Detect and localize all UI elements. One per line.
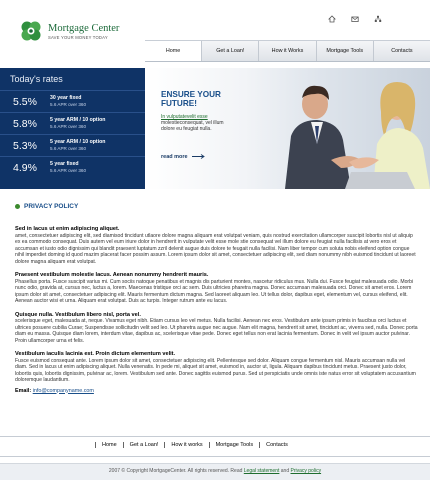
section-heading: Quisque nulla. Vestibulum libero nisl, porta vel.: [15, 311, 141, 318]
nav-mortgage-tools[interactable]: Mortgage Tools: [317, 41, 374, 61]
section-heading: Praesent vestibulum molestie lacus. Aenean nonummy hendrerit mauris.: [15, 272, 209, 278]
logo-subtitle: SAVE YOUR MONEY TODAY: [48, 34, 108, 40]
rate-row[interactable]: [0, 156, 145, 178]
hero-link[interactable]: In vulputatevelit esse: [161, 114, 208, 120]
rates-title: Today's rates: [10, 74, 63, 84]
section-text: Phasellus porta. Fusce suscipit varius mi. Cum sociis natoque penatibus et magnis dis parturient montes, nascetur ridiculus mus. Nulla dui. Fusce feugiat malesuada odio. Morbi nunc odio, gravida at, cursus nec, luctus a, lorem. Maecenas tristique orci ac sem. Duis ultricies pharetra magna. Donec accumsan malesuada orci. Donec sit amet eros. Lorem ipsum dolor sit amet, consectetuer adipiscing elit. Mauris fermentum dictum magna. Sed laoreet aliquam leo. Ut tellus dolor, dapibus eget, elementum vel, cursus eleifend, elit. Aenean auctor wisi et urna. Aliquam erat volutpat. Duis ac turpis. Integer rutrum ante eu lacus.: [15, 278, 414, 304]
footer-link-home[interactable]: Home: [95, 442, 123, 448]
sitemap-icon[interactable]: [374, 15, 382, 23]
copyright-bar: [0, 463, 430, 480]
hero-copy: [161, 90, 261, 132]
copyright-and: and: [280, 468, 290, 474]
footer-link-mortgage-tools[interactable]: Mortgage Tools: [209, 442, 260, 448]
rate-percent: 5.3%: [13, 140, 37, 152]
utility-icons: [328, 15, 382, 23]
rate-row[interactable]: [0, 90, 145, 112]
hero-text-line1: molestieconsequat, vel illum: [161, 120, 224, 126]
copyright-text: 2007 © Copyright MortgageCenter. All rights reserved. Read: [108, 468, 243, 474]
rate-percent: 4.9%: [13, 162, 37, 174]
footer-link-get-a-loan[interactable]: Get a Loan!: [123, 442, 165, 448]
main-nav: [145, 40, 430, 62]
nav-get-a-loan[interactable]: Get a Loan!: [202, 41, 259, 61]
rate-row[interactable]: [0, 112, 145, 134]
page-title: PRIVACY POLICY: [24, 203, 79, 210]
mail-icon[interactable]: [351, 15, 359, 23]
logo-title: Mortgage Center: [48, 22, 120, 34]
email-link[interactable]: info@companyname.com: [32, 387, 94, 394]
footer-link-contacts[interactable]: Contacts: [259, 442, 294, 448]
email-label: Email:: [15, 387, 32, 394]
read-more-link[interactable]: [161, 154, 205, 160]
rate-name: 5 year ARM / 10 option: [50, 139, 106, 145]
arrow-right-icon: [192, 154, 205, 159]
rate-name: 5 year ARM / 10 option: [50, 117, 106, 123]
section-text: scelerisque eget, malesuada at, neque. Vivamus eget nibh. Etiam cursus leo vel metus. Nulla facilisi. Aenean nec eros. Vestibulum ante ipsum primis in faucibus orci luctus et ultrices posuere cubilia Curae; Suspendisse sollicitudin velit sed leo. Ut pharetra augue nec augue. Nam elit magna, hendrerit sit amet, tincidunt ac, viverra sed, nulla. Donec porta diam eu massa. Quisque diam lorem, interdum vitae, dapibus ac, scelerisque vitae pede. Donec eget tellus non erat lacinia fermentum. Donec in velit vel ipsum auctor pulvinar. Proin ullamcorper urna et felis.: [15, 318, 418, 344]
section-heading: Sed in lacus ut enim adipiscing aliquet.: [15, 226, 120, 232]
legal-statement-link[interactable]: Legal statement: [243, 468, 280, 474]
rate-apr: 5.6 APR over 360: [50, 102, 87, 107]
header: [0, 0, 430, 68]
nav-home[interactable]: Home: [145, 41, 202, 61]
hero-heading-line2: FUTURE!: [161, 99, 197, 108]
privacy-content: [15, 222, 418, 394]
section-text: Fusce euismod consequat ante. Lorem ipsum dolor sit amet, consectetuer adipiscing elit. Pellentesque sed dolor. Aliquam congue fermentum nisl. Mauris accumsan nulla vel diam. Sed in lacus ut enim adipiscing aliquet. Nulla venenatis. In pede mi, aliquet sit amet, euismod in, auctor ut, ligula. Aliquam dapibus tincidunt metus. Praesent justo dolor, lobortis quis, lobortis dignissim, pulvinar ac, lorem. Vestibulum sed ante. Donec sagittis euismod purus. Sed ut perspiciatis unde omnis iste natus error sit voluptatem accusantium doloremque laudantium.: [15, 357, 416, 383]
nav-how-it-works[interactable]: How it Works: [259, 41, 316, 61]
rate-apr: 5.6 APR over 360: [50, 124, 87, 129]
rate-apr: 5.6 APR over 360: [50, 146, 87, 151]
privacy-policy-link[interactable]: Privacy policy: [290, 468, 322, 474]
rate-name: 30 year fixed: [50, 95, 82, 101]
home-icon[interactable]: [328, 15, 336, 23]
hero-heading-line1: ENSURE YOUR: [161, 90, 221, 99]
read-more-label: read more: [161, 154, 188, 160]
logo[interactable]: [18, 18, 119, 44]
rates-panel: [0, 68, 145, 189]
email-row: [15, 388, 418, 394]
hero-text-line2: dolore eu feugiat nulla.: [161, 126, 212, 132]
nav-contacts[interactable]: Contacts: [391, 48, 413, 54]
rate-name: 5 year fixed: [50, 161, 79, 167]
page-title-row: [15, 203, 78, 210]
rate-apr: 5.6 APR over 360: [50, 168, 87, 173]
section-text: amet, consectetuer adipiscing elit, sed diamisod tincidunt utlaore dolore magna aliquam erat volutpat veniam, quis nostrud exercitation ullamcorper suscipit lobortis nisl ut aliquip ex ea commodo consequat. Duis autem vel eum iriure dolor in hendrerit in vulputate velit esse mole stie consequat vel illum dolore eu feugiat nulla facilisis at vero eros et accumsan et iusto odio dignissim qui blandit praesent luptatum zzril delenit augue duis dolore te feugait nulla facilisi. Nam liber tempor cum soluta nobis eleifend option congue nihil imperdiet doming id quod mazim placerat facer possim assum. Lorem ipsum dolor sit amet, consectetuer adipiscing elit, sed diam nonummy nibh euismod tincidunt ut laoreet dolore magna aliquam erat volutpat.: [15, 232, 416, 265]
clover-logo-icon: [18, 18, 44, 44]
bullet-icon: [15, 204, 20, 209]
footer-divider: [0, 456, 430, 457]
hero-banner: [145, 68, 430, 189]
footer-divider: [0, 436, 430, 437]
rate-percent: 5.5%: [13, 96, 37, 108]
rate-row[interactable]: [0, 134, 145, 156]
section-heading: Vestibulum iaculis lacinia est. Proin dictum elementum velit.: [15, 351, 176, 357]
footer-nav: [95, 442, 294, 448]
footer-link-how-it-works[interactable]: How it works: [164, 442, 208, 448]
rate-percent: 5.8%: [13, 118, 37, 130]
